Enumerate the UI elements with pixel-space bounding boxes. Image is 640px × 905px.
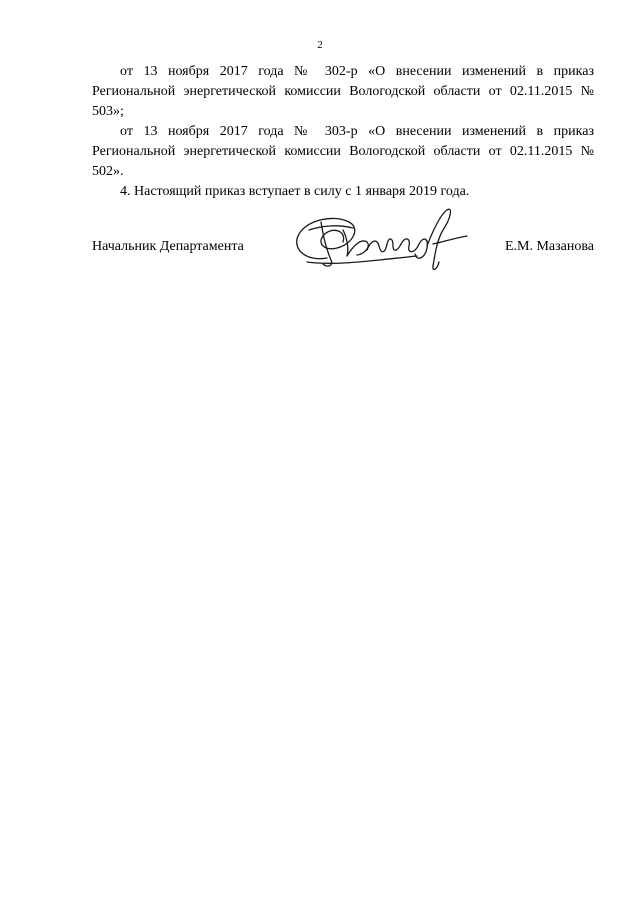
paragraph-effective-date: 4. Настоящий приказ вступает в силу с 1 января 2019 года. <box>120 184 470 199</box>
paragraph-order-302: от 13 ноября 2017 года № 302-р «О внесении изменений в приказ Региональной энергетической комиссии Вологодской области от 02.11.2015 № 503»; <box>92 64 594 119</box>
signature-block <box>92 200 594 280</box>
handwritten-signature-icon <box>287 200 472 275</box>
document-body <box>92 62 594 202</box>
signatory-name: Е.М. Мазанова <box>504 239 594 254</box>
page-number: 2 <box>317 39 323 51</box>
paragraph-order-303: от 13 ноября 2017 года № 303-р «О внесении изменений в приказ Региональной энергетической комиссии Вологодской области от 02.11.2015 № 502». <box>92 124 594 179</box>
signatory-position: Начальник Департамента <box>92 239 244 254</box>
